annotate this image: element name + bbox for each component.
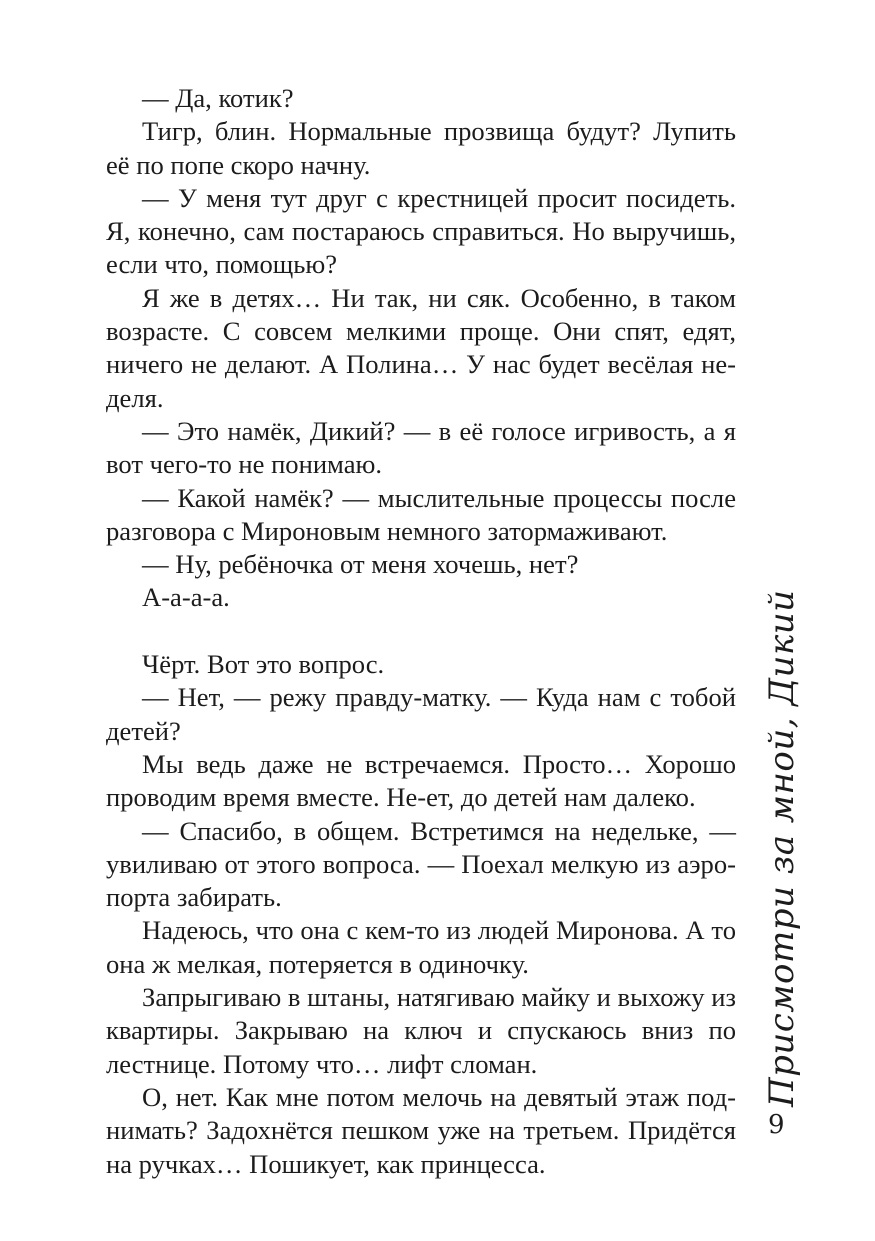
paragraph: — Это намёк, Дикий? — в её голосе игривость, а я вот чего-то не понимаю. bbox=[106, 415, 736, 480]
paragraph: — Ну, ребёночка от меня хочешь, нет? bbox=[142, 549, 579, 580]
page-number: 9 bbox=[768, 1110, 785, 1140]
paragraph: — Спасибо, в общем. Встретимся на недельке, — увиливаю от этого вопроса. — Поехал мелкую из аэропорта забирать. bbox=[106, 815, 736, 913]
paragraph: О, нет. Как мне потом мелочь на девятый этаж поднимать? Задохнётся пешком уже на третьем. Придётся на ручках… Пошикует, как принцесса. bbox=[106, 1081, 736, 1179]
paragraph: — У меня тут друг с крестницей просит посидеть. Я, конечно, сам постараюсь справиться. Но выручишь, если что, помощью? bbox=[106, 182, 736, 280]
running-title: Присмотри за мной, Дикий bbox=[762, 589, 802, 1107]
section-break bbox=[106, 615, 736, 648]
paragraph: Я же в детях… Ни так, ни сяк. Особенно, в таком возрасте. С совсем мелкими проще. Они спят, едят, ничего не делают. А Полина… У нас будет весёлая неделя. bbox=[106, 282, 736, 413]
paragraph: — Какой намёк? — мыслительные процессы после разговора с Мироновым немного затормаживают. bbox=[106, 482, 736, 546]
paragraph: — Да, котик? bbox=[142, 83, 294, 113]
paragraph: Мы ведь даже не встречаемся. Просто… Хорошо проводим время вместе. Не-ет, до детей нам далеко. bbox=[106, 748, 736, 813]
paragraph: — Нет, — режу правду-матку. — Куда нам с тобой детей? bbox=[106, 682, 736, 746]
paragraph: Надеюсь, что она с кем-то из людей Миронова. А то она ж мелкая, потеряется в одиночку. bbox=[106, 915, 736, 979]
paragraph: А-а-а-а. bbox=[142, 582, 230, 613]
paragraph: Тигр, блин. Нормальные прозвища будут? Лупить её по попе скоро начну. bbox=[106, 116, 736, 180]
paragraph: Чёрт. Вот это вопрос. bbox=[142, 649, 385, 680]
body-text bbox=[106, 82, 736, 1181]
paragraph: Запрыгиваю в штаны, натягиваю майку и выхожу из квартиры. Закрываю на ключ и спускаюсь вниз по лестнице. Потому что… лифт сломан. bbox=[106, 982, 736, 1079]
